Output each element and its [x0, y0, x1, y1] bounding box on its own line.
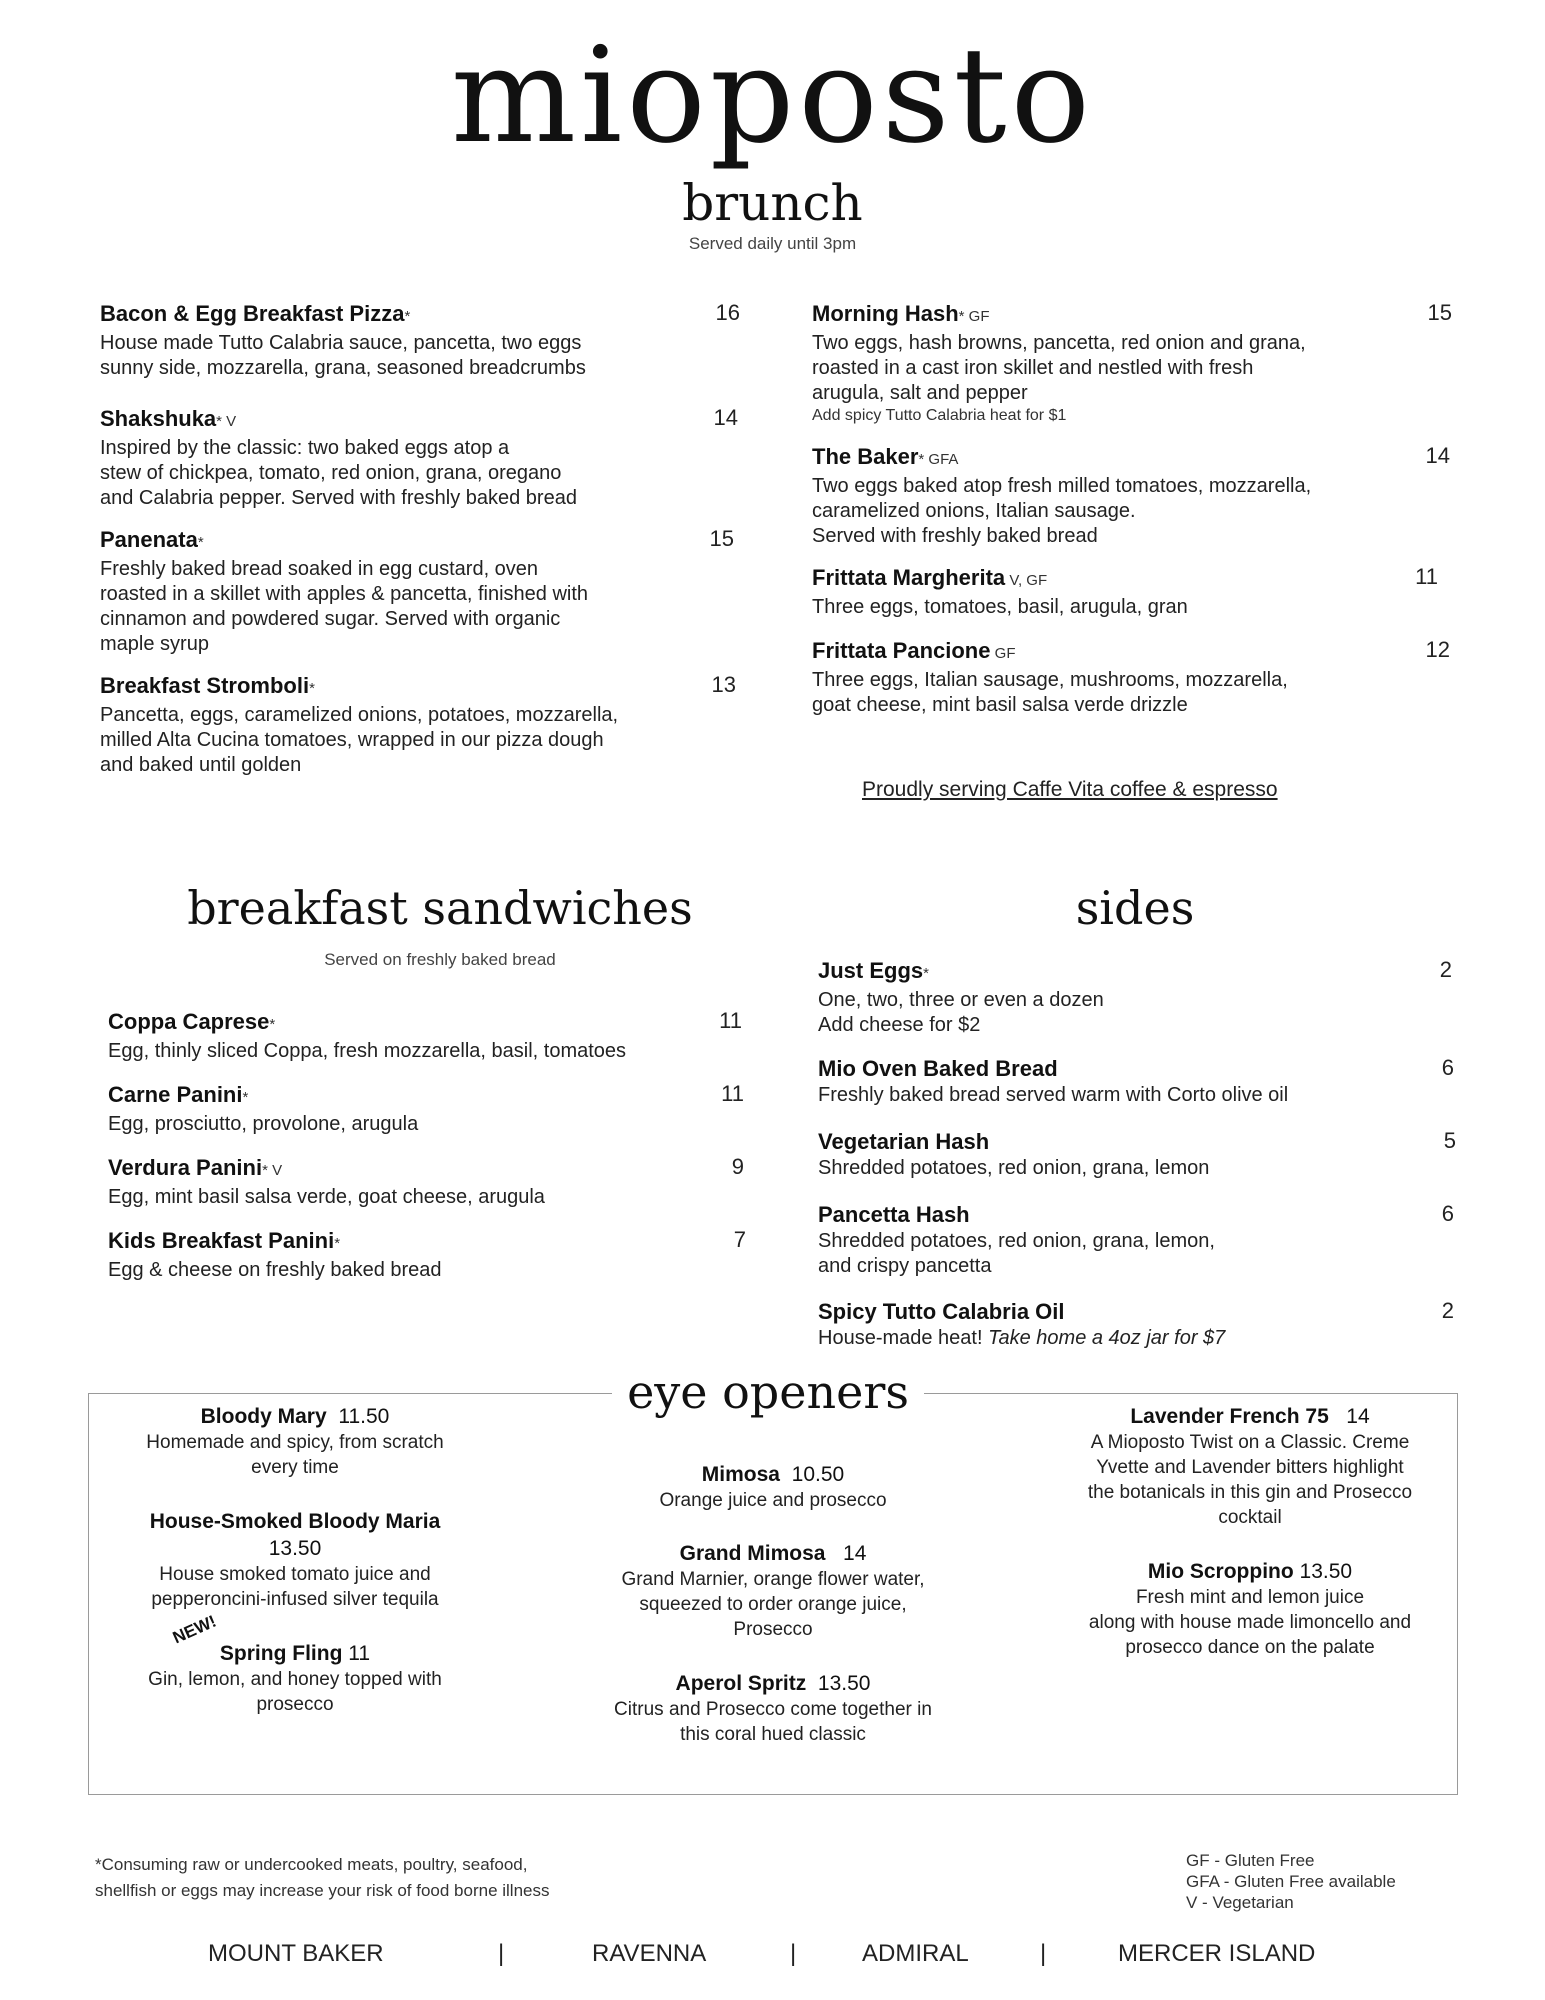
menu-item — [818, 1298, 1438, 1351]
item-name: Panenata — [100, 527, 198, 552]
menu-item — [100, 300, 720, 381]
drink-name: Bloody Mary — [200, 1405, 327, 1428]
drink-desc: the botanicals in this gin and Prosecco — [1087, 1482, 1413, 1503]
disclaimer-line: *Consuming raw or undercooked meats, poultry, seafood, — [95, 1855, 528, 1874]
drink-desc: prosecco — [256, 1694, 334, 1715]
menu-item — [100, 526, 720, 657]
item-mark: * — [309, 680, 315, 697]
drink-desc: House smoked tomato juice and — [159, 1564, 431, 1585]
item-name: Vegetarian Hash — [818, 1129, 990, 1154]
item-mark: * — [923, 965, 929, 982]
item-name: Morning Hash — [812, 301, 959, 326]
item-name: Verdura Panini — [108, 1155, 263, 1180]
item-desc: Egg, thinly sliced Coppa, fresh mozzarella, basil, tomatoes — [108, 1040, 627, 1062]
location-separator: | — [1040, 1940, 1047, 1967]
menu-item — [108, 1227, 748, 1283]
disclaimer-line: shellfish or eggs may increase your risk of food borne illness — [95, 1881, 550, 1900]
menu-item — [818, 1128, 1438, 1181]
drink-desc: Prosecco — [733, 1619, 813, 1640]
item-desc: and Calabria pepper. Served with freshly baked bread — [100, 487, 577, 509]
item-desc: arugula, salt and pepper — [812, 382, 1028, 404]
item-desc: and baked until golden — [100, 754, 302, 776]
item-note: Add spicy Tutto Calabria heat for $1 — [812, 407, 1067, 424]
menu-item — [818, 957, 1438, 1038]
new-badge: NEW! — [169, 1611, 220, 1648]
item-name: Just Eggs — [818, 958, 924, 983]
drink-item — [1040, 1558, 1460, 1660]
menu-item — [812, 300, 1432, 426]
drink-price: 13.50 — [817, 1672, 871, 1695]
location-admiral: ADMIRAL — [862, 1940, 969, 1967]
menu-item — [812, 637, 1372, 718]
drink-desc: Gin, lemon, and honey topped with — [148, 1669, 442, 1690]
eye-openers-title: eye openers — [612, 1368, 924, 1416]
sandwiches-title: breakfast sandwiches — [187, 881, 693, 935]
item-desc: Egg & cheese on freshly baked bread — [108, 1259, 442, 1281]
menu-item — [108, 1081, 748, 1137]
item-desc: maple syrup — [100, 633, 209, 655]
item-mark: * — [334, 1235, 341, 1252]
item-price: 9 — [731, 1154, 744, 1179]
restaurant-logo: mioposto — [450, 19, 1095, 173]
drink-desc: cocktail — [1218, 1507, 1282, 1528]
item-desc: Freshly baked bread served warm with Corto olive oil — [818, 1084, 1289, 1106]
raw-food-disclaimer — [95, 1852, 550, 1904]
item-desc: Shredded potatoes, red onion, grana, lemon — [818, 1157, 1210, 1179]
location-mercer-island: MERCER ISLAND — [1118, 1940, 1316, 1967]
drink-desc: pepperoncini-infused silver tequila — [151, 1589, 439, 1610]
diet-legend — [1186, 1850, 1396, 1913]
sandwiches-subtitle: Served on freshly baked bread — [324, 950, 556, 969]
item-name: Kids Breakfast Panini — [108, 1228, 335, 1253]
brunch-subtitle: Served daily until 3pm — [688, 234, 857, 253]
item-price: 16 — [715, 300, 740, 325]
item-mark: * GF — [958, 308, 990, 325]
sides-title: sides — [1075, 881, 1195, 935]
item-desc: Two eggs, hash browns, pancetta, red onion and grana, — [812, 332, 1306, 354]
coffee-note: Proudly serving Caffe Vita coffee & espresso — [862, 778, 1278, 801]
legend-line: GFA - Gluten Free available — [1186, 1872, 1396, 1891]
item-desc: Three eggs, tomatoes, basil, arugula, gran — [812, 596, 1188, 618]
location-ravenna: RAVENNA — [592, 1940, 707, 1967]
drink-desc: prosecco dance on the palate — [1125, 1637, 1375, 1658]
drink-price: 13.50 — [268, 1537, 322, 1560]
drink-desc: A Mioposto Twist on a Classic. Creme — [1090, 1432, 1410, 1453]
item-name: Pancetta Hash — [818, 1202, 970, 1227]
item-name: The Baker — [812, 444, 919, 469]
drink-desc: Grand Marnier, orange flower water, — [621, 1569, 925, 1590]
item-price: 12 — [1425, 637, 1450, 662]
item-desc-plain: House-made heat! — [818, 1327, 989, 1349]
item-mark: * — [197, 534, 204, 551]
item-name: Breakfast Stromboli — [100, 673, 310, 698]
item-name: Coppa Caprese — [108, 1009, 270, 1034]
drink-desc: Homemade and spicy, from scratch — [146, 1432, 444, 1453]
location-separator: | — [498, 1940, 505, 1967]
drink-item — [100, 1403, 490, 1480]
item-desc: Served with freshly baked bread — [812, 525, 1098, 547]
drink-name: Mimosa — [701, 1463, 780, 1486]
item-desc: sunny side, mozzarella, grana, seasoned breadcrumbs — [100, 357, 586, 379]
item-desc: Pancetta, eggs, caramelized onions, potatoes, mozzarella, — [100, 704, 619, 726]
menu-item — [818, 1055, 1438, 1108]
menu-item — [812, 443, 1432, 549]
drink-item — [100, 1508, 490, 1612]
item-mark: * V — [262, 1162, 283, 1179]
item-desc: Shredded potatoes, red onion, grana, lemon, — [818, 1230, 1215, 1252]
item-mark: * V — [216, 413, 237, 430]
item-price: 15 — [1427, 300, 1452, 325]
location-mount-baker: MOUNT BAKER — [208, 1940, 384, 1967]
item-name: Spicy Tutto Calabria Oil — [818, 1299, 1065, 1324]
item-desc — [818, 1326, 1438, 1351]
item-name: Frittata Margherita — [812, 565, 1006, 590]
item-desc: roasted in a skillet with apples & pancetta, finished with — [100, 583, 589, 605]
item-desc: Two eggs baked atop fresh milled tomatoes, mozzarella, — [812, 475, 1312, 497]
drink-desc: this coral hued classic — [680, 1724, 866, 1745]
drink-item — [568, 1461, 978, 1513]
item-name: Shakshuka — [100, 406, 217, 431]
drink-name: Spring Fling — [219, 1642, 343, 1665]
item-price: 11 — [721, 1081, 744, 1106]
drink-price: 11 — [348, 1642, 371, 1665]
item-desc: Three eggs, Italian sausage, mushrooms, mozzarella, — [812, 669, 1288, 691]
drink-desc: squeezed to order orange juice, — [639, 1594, 907, 1615]
item-desc: cinnamon and powdered sugar. Served with organic — [100, 608, 561, 630]
item-price: 14 — [713, 405, 738, 430]
item-mark: V, GF — [1005, 572, 1048, 589]
drink-desc: Fresh mint and lemon juice — [1135, 1587, 1365, 1608]
drink-desc: along with house made limoncello and — [1088, 1612, 1412, 1633]
item-desc: Egg, prosciutto, provolone, arugula — [108, 1113, 419, 1135]
item-desc: House made Tutto Calabria sauce, pancetta, two eggs — [100, 332, 582, 354]
item-price: 2 — [1441, 1298, 1454, 1323]
drink-desc: every time — [251, 1457, 339, 1478]
item-desc: roasted in a cast iron skillet and nestled with fresh — [812, 357, 1254, 379]
drink-name: House-Smoked Bloody Maria — [149, 1510, 441, 1533]
drink-price: 10.50 — [791, 1463, 845, 1486]
item-desc: Freshly baked bread soaked in egg custard, oven — [100, 558, 539, 580]
item-desc: stew of chickpea, tomato, red onion, grana, oregano — [100, 462, 562, 484]
item-desc: milled Alta Cucina tomatoes, wrapped in our pizza dough — [100, 729, 604, 751]
drink-desc: Orange juice and prosecco — [659, 1490, 887, 1511]
item-price: 5 — [1443, 1128, 1456, 1153]
drink-item — [568, 1670, 978, 1747]
item-name: Bacon & Egg Breakfast Pizza — [100, 301, 405, 326]
drink-item — [100, 1640, 490, 1717]
menu-item — [100, 405, 720, 511]
item-desc: goat cheese, mint basil salsa verde drizzle — [812, 694, 1188, 716]
drink-price: 14 — [843, 1542, 867, 1565]
drink-name: Grand Mimosa — [679, 1542, 826, 1565]
drink-price: 14 — [1346, 1405, 1370, 1428]
menu-item — [100, 672, 740, 778]
item-price: 6 — [1441, 1201, 1454, 1226]
item-name: Carne Panini — [108, 1082, 243, 1107]
item-desc: Inspired by the classic: two baked eggs atop a — [100, 437, 510, 459]
drink-item — [568, 1540, 978, 1642]
item-mark: * — [269, 1016, 276, 1033]
drink-item — [1040, 1403, 1460, 1530]
drink-price: 13.50 — [1299, 1560, 1353, 1583]
item-price: 13 — [711, 672, 736, 697]
item-desc: Egg, mint basil salsa verde, goat cheese, arugula — [108, 1186, 545, 1208]
item-mark: * GFA — [918, 451, 959, 468]
item-price: 11 — [1415, 564, 1438, 589]
drink-name: Mio Scroppino — [1147, 1560, 1294, 1583]
item-mark: GF — [990, 645, 1016, 662]
item-mark: * — [404, 308, 411, 325]
legend-line: GF - Gluten Free — [1186, 1851, 1315, 1870]
item-price: 14 — [1425, 443, 1450, 468]
menu-item — [108, 1154, 748, 1210]
item-name: Mio Oven Baked Bread — [818, 1056, 1058, 1081]
item-name: Frittata Pancione — [812, 638, 991, 663]
item-price: 7 — [733, 1227, 746, 1252]
location-separator: | — [790, 1940, 797, 1967]
item-desc: Add cheese for $2 — [818, 1014, 981, 1036]
drink-desc: Yvette and Lavender bitters highlight — [1096, 1457, 1404, 1478]
item-desc-italic: Take home a 4oz jar for $7 — [988, 1327, 1226, 1349]
item-price: 15 — [709, 526, 734, 551]
drink-desc: Citrus and Prosecco come together in — [614, 1699, 932, 1720]
menu-item — [818, 1201, 1438, 1279]
item-desc: and crispy pancetta — [818, 1255, 992, 1277]
item-price: 6 — [1441, 1055, 1454, 1080]
menu-item — [108, 1008, 748, 1064]
brunch-title: brunch — [682, 174, 863, 232]
item-mark: * — [242, 1089, 249, 1106]
item-price: 11 — [719, 1008, 742, 1033]
legend-line: V - Vegetarian — [1186, 1893, 1294, 1912]
drink-name: Lavender French 75 — [1130, 1405, 1329, 1428]
item-desc: caramelized onions, Italian sausage. — [812, 500, 1136, 522]
drink-name: Aperol Spritz — [675, 1672, 807, 1695]
drink-price: 11.50 — [338, 1405, 390, 1428]
menu-item — [812, 564, 1372, 620]
item-price: 2 — [1439, 957, 1452, 982]
item-desc: One, two, three or even a dozen — [818, 989, 1104, 1011]
